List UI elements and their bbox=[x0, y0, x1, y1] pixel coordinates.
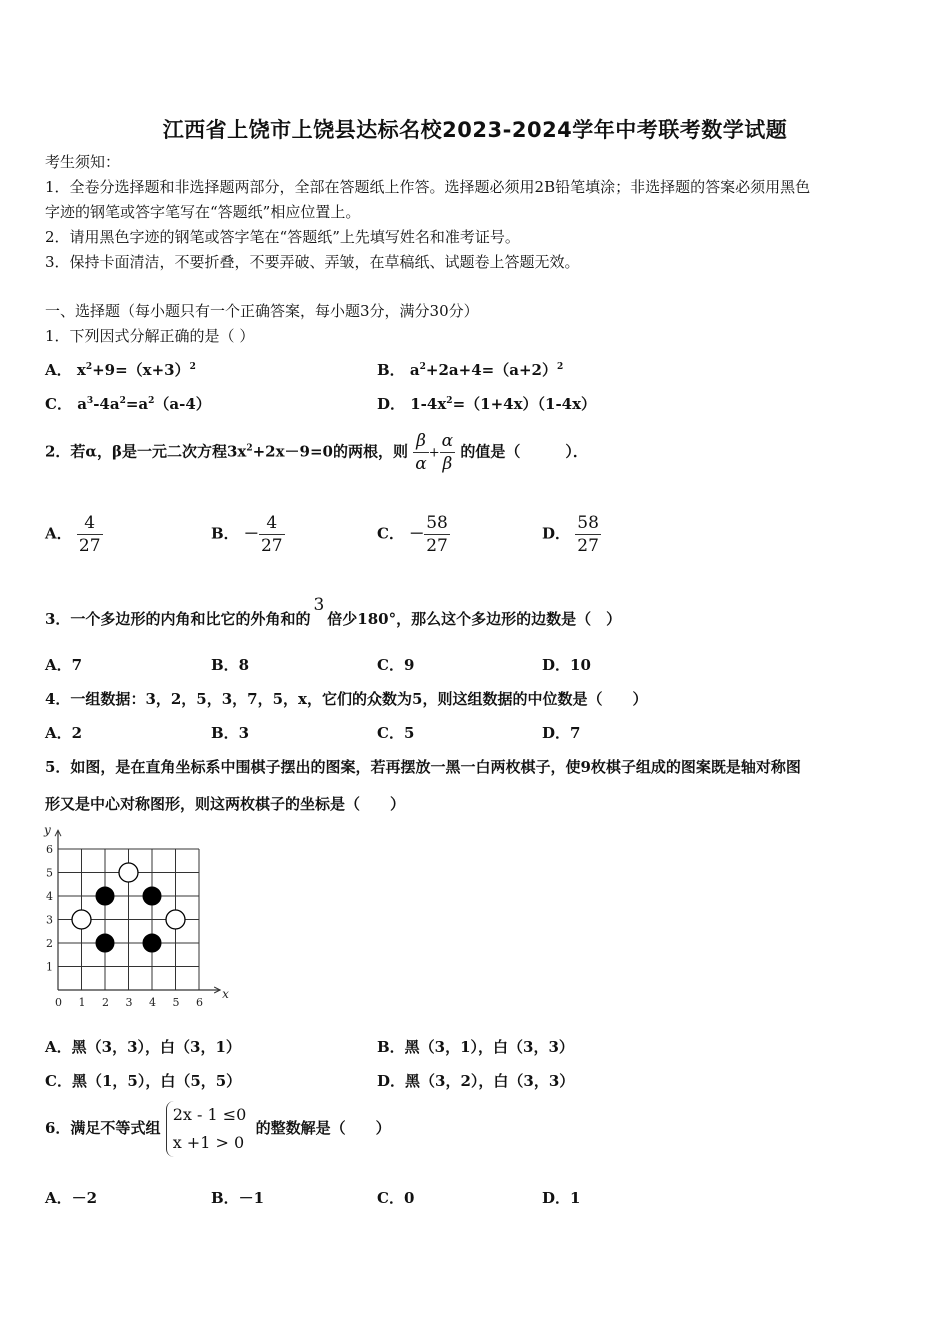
q2-option-b bbox=[211, 512, 285, 557]
y-tick-label: 5 bbox=[46, 866, 53, 880]
q1-b-text: a bbox=[409, 361, 420, 379]
x-tick-label: 3 bbox=[125, 996, 133, 1009]
q2-stem-exp: 2 bbox=[246, 443, 253, 454]
black-stone bbox=[96, 887, 114, 905]
q6-option-d: D．1 bbox=[542, 1189, 581, 1207]
q4-option-c: C．5 bbox=[377, 724, 415, 742]
x-axis-label: x bbox=[222, 987, 229, 1001]
q2-c-label: C． bbox=[377, 524, 404, 543]
y-tick-label: 3 bbox=[46, 913, 53, 927]
y-tick-label: 4 bbox=[46, 890, 53, 903]
q3-stem bbox=[45, 595, 622, 629]
q1-stem: 1．下列因式分解正确的是（ ） bbox=[45, 327, 255, 345]
q1-b-text2: +2a+4=（a+2） bbox=[425, 361, 557, 379]
notice-line-1: 1．全卷分选择题和非选择题两部分，全部在答题纸上作答。选择题必须用2B铅笔填涂；非选择题的答案必须用黑色 bbox=[45, 178, 811, 196]
x-tick-label: 5 bbox=[172, 996, 180, 1009]
black-stone bbox=[143, 887, 161, 905]
q2-stem-a: 2．若α，β是一元二次方程3x bbox=[45, 442, 247, 461]
q4-option-d: D．7 bbox=[542, 724, 581, 742]
q2-a-num: 4 bbox=[77, 512, 103, 535]
q2-a-fraction bbox=[77, 512, 103, 557]
q6-stem-b: 的整数解是（ ） bbox=[255, 1119, 391, 1137]
q2-option-a bbox=[45, 512, 103, 557]
q3-stem-a: 3．一个多边形的内角和比它的外角和的 bbox=[45, 610, 311, 628]
q2-fraction-1 bbox=[413, 430, 428, 475]
q1-a-exp2: 2 bbox=[189, 362, 196, 372]
q1-d-text2: =（1+4x）（1-4x） bbox=[452, 395, 597, 413]
q2-d-num: 58 bbox=[577, 513, 599, 533]
q6-stem bbox=[45, 1101, 391, 1157]
q6-option-b: B．－1 bbox=[211, 1189, 265, 1207]
q2-stem bbox=[45, 430, 588, 475]
q2-f1-den: α bbox=[415, 454, 427, 474]
q5-option-c: C．黑（1，5），白（5，5） bbox=[45, 1072, 242, 1090]
q1-c-exp2: 2 bbox=[119, 396, 126, 406]
q1-option-d bbox=[377, 394, 596, 414]
white-stone bbox=[119, 863, 138, 882]
section-heading: 一、选择题（每小题只有一个正确答案，每小题3分，满分30分） bbox=[45, 302, 479, 320]
x-tick-label: 0 bbox=[55, 996, 62, 1009]
notice-line-3: 2．请用黑色字迹的钢笔或答字笔在“答题纸”上先填写姓名和准考证号。 bbox=[45, 228, 520, 246]
q2-b-label: B． bbox=[211, 524, 239, 543]
q5-option-b: B．黑（3，1），白（3，3） bbox=[377, 1038, 574, 1056]
q2-stem-c: 的值是（ ）． bbox=[460, 442, 588, 461]
notice-line-4: 3．保持卡面清洁，不要折叠，不要弄破、弄皱，在草稿纸、试题卷上答题无效。 bbox=[45, 253, 580, 271]
q3-option-d: D．10 bbox=[542, 656, 591, 674]
q1-b-exp2: 2 bbox=[556, 362, 564, 372]
q1-option-c bbox=[45, 394, 211, 414]
q1-option-a bbox=[45, 360, 196, 380]
y-tick-label: 1 bbox=[46, 960, 53, 974]
q1-a-text2: +9=（x+3） bbox=[92, 361, 190, 379]
notice-heading: 考生须知： bbox=[45, 153, 121, 171]
q1-d-text: 1-4x bbox=[410, 395, 447, 413]
q1-c-text: a bbox=[77, 395, 87, 413]
y-tick-label: 6 bbox=[46, 843, 53, 856]
q2-d-fraction bbox=[575, 512, 601, 557]
x-tick-label: 6 bbox=[196, 996, 203, 1009]
q2-c-num: 58 bbox=[426, 513, 448, 533]
q2-b-den: 27 bbox=[260, 536, 283, 556]
q3-stem-num: 3 bbox=[313, 595, 325, 615]
q1-c-text3: =a bbox=[125, 395, 149, 413]
q1-c-label: C． bbox=[45, 395, 72, 413]
q2-b-num: 4 bbox=[259, 512, 285, 535]
notice-line-2: 字迹的钢笔或答字笔写在“答题纸”相应位置上。 bbox=[45, 203, 361, 221]
x-tick-label: 1 bbox=[78, 996, 86, 1009]
q2-f1-num: β bbox=[413, 430, 428, 453]
q2-f2-den: β bbox=[442, 454, 453, 474]
q1-d-exp: 2 bbox=[446, 396, 453, 406]
q4-stem: 4．一组数据：3，2，5，3，7，5，x，它们的众数为5，则这组数据的中位数是（ ） bbox=[45, 690, 648, 708]
q2-b-sign: － bbox=[243, 524, 259, 543]
q2-plus: + bbox=[428, 445, 440, 461]
page-title: 江西省上饶市上饶县达标名校2023-2024学年中考联考数学试题 bbox=[162, 118, 788, 142]
q6-stem-a: 6．满足不等式组 bbox=[45, 1119, 161, 1137]
q2-f2-num: α bbox=[441, 431, 454, 451]
x-tick-label: 2 bbox=[102, 996, 109, 1009]
q3-option-b: B．8 bbox=[211, 656, 250, 674]
q4-option-a: A．2 bbox=[45, 724, 83, 742]
q1-c-exp3: 2 bbox=[148, 396, 155, 406]
q2-d-label: D． bbox=[542, 524, 571, 543]
q5-line-2: 形又是中心对称图形，则这两枚棋子的坐标是（ ） bbox=[45, 795, 406, 813]
q2-fraction-2 bbox=[440, 430, 455, 475]
q2-c-sign: － bbox=[409, 524, 425, 543]
q5-option-a: A．黑（3，3），白（3，1） bbox=[45, 1038, 241, 1056]
q3-stem-b: 倍少180°，那么这个多边形的边数是（ ） bbox=[327, 610, 622, 628]
q5-line-1: 5．如图，是在直角坐标系中围棋子摆出的图案，若再摆放一黑一白两枚棋子，使9枚棋子组成的图案既是轴对称图 bbox=[45, 758, 801, 776]
q1-d-label: D． bbox=[377, 395, 406, 413]
q1-b-label: B． bbox=[377, 361, 405, 379]
q1-a-label: A． bbox=[45, 361, 72, 379]
q2-a-den: 27 bbox=[78, 536, 101, 556]
y-axis-label: y bbox=[44, 823, 51, 838]
white-stone bbox=[166, 910, 185, 929]
q6-ineq-1: 2x - 1 ≤0 bbox=[172, 1105, 247, 1124]
q5-option-d: D．黑（3，2），白（3，3） bbox=[377, 1072, 575, 1090]
q2-b-fraction bbox=[259, 512, 285, 557]
q1-a-text: x bbox=[76, 361, 86, 379]
q2-c-fraction bbox=[424, 512, 450, 557]
q2-stem-b: +2x－9=0的两根，则 bbox=[252, 442, 408, 461]
q4-option-b: B．3 bbox=[211, 724, 250, 742]
q2-c-den: 27 bbox=[426, 536, 448, 556]
black-stone bbox=[143, 934, 161, 952]
q2-option-d bbox=[542, 512, 601, 557]
q1-b-exp: 2 bbox=[419, 362, 426, 372]
q6-inequality-system bbox=[166, 1101, 251, 1157]
q1-a-exp: 2 bbox=[85, 362, 93, 372]
q1-c-text4: （a-4） bbox=[154, 395, 211, 413]
x-tick-label: 4 bbox=[149, 996, 156, 1009]
q6-option-c: C．0 bbox=[377, 1189, 415, 1207]
q1-c-text2: -4a bbox=[93, 395, 120, 413]
q5-coordinate-figure bbox=[40, 820, 240, 1010]
q3-option-c: C．9 bbox=[377, 656, 415, 674]
q6-ineq-2: x +1 > 0 bbox=[172, 1133, 245, 1152]
y-tick-label: 2 bbox=[46, 937, 53, 950]
q2-option-c bbox=[377, 512, 450, 557]
q6-option-a: A．－2 bbox=[45, 1189, 98, 1207]
q1-option-b bbox=[377, 360, 563, 380]
q3-option-a: A．7 bbox=[45, 656, 83, 674]
white-stone bbox=[72, 910, 91, 929]
q2-d-den: 27 bbox=[577, 536, 599, 556]
q2-a-label: A． bbox=[45, 524, 72, 543]
black-stone bbox=[96, 934, 114, 952]
q1-c-exp: 3 bbox=[86, 396, 94, 406]
